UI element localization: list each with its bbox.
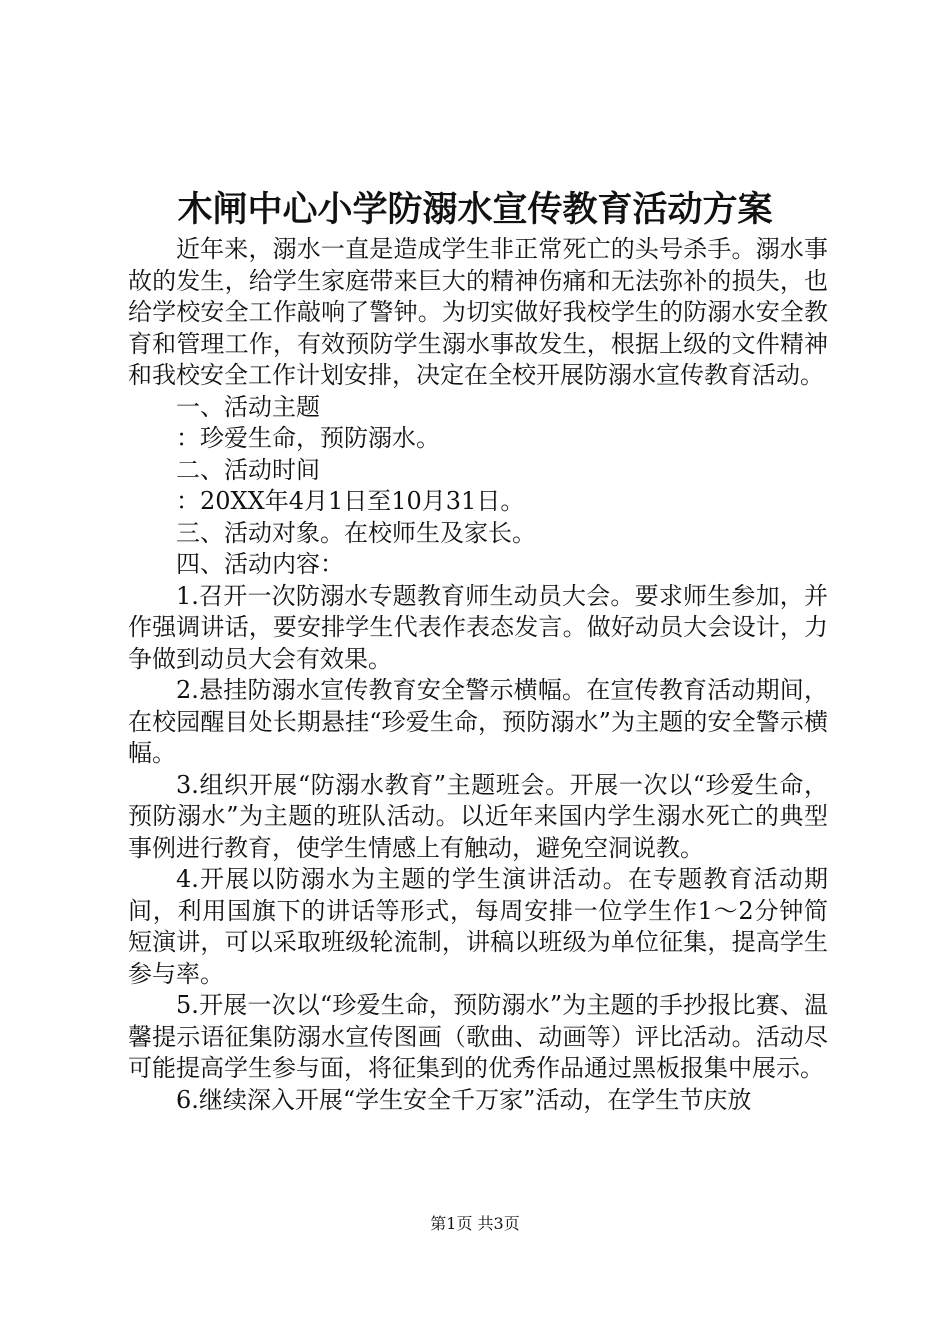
paragraph-activity-target: 三、活动对象。在校师生及家长。 (176, 518, 536, 547)
heading-activity-theme: 一、活动主题 (176, 392, 320, 421)
list-item-6: 6.继续深入开展“学生安全千万家”活动，在学生节庆放 (176, 1085, 752, 1114)
list-item-5: 5.开展一次以“珍爱生命，预防溺水”为主题的手抄报比赛、温馨提示语征集防溺水宣传图画（歌曲、动画等）评比活动。活动尽可能提高学生参与面，将征集到的优秀作品通过黑板报集中展示。 (128, 991, 828, 1082)
list-item-1: 1.召开一次防溺水专题教育师生动员大会。要求师生参加，并作强调讲话，要安排学生代表作表态发言。做好动员大会设计，力争做到动员大会有效果。 (128, 581, 828, 673)
heading-activity-content: 四、活动内容： (176, 550, 344, 578)
list-item-4: 4.开展以防溺水为主题的学生演讲活动。在专题教育活动期间，利用国旗下的讲话等形式，每周安排一位学生作1～2分钟简短演讲，可以采取班级轮流制，讲稿以班级为单位征集，提高学生参与率。 (128, 865, 828, 988)
paragraph-activity-time: ：20XX年4月1日至10月31日。 (176, 487, 525, 515)
page-number-footer: 第1页 共3页 (430, 1214, 520, 1233)
list-item-3: 3.组织开展“防溺水教育”主题班会。开展一次以“珍爱生命，预防溺水”为主题的班队活动。以近年来国内学生溺水死亡的典型事例进行教育，使学生情感上有触动，避免空洞说教。 (128, 770, 828, 862)
heading-activity-time: 二、活动时间 (176, 455, 320, 484)
document-title: 木闸中心小学防溺水宣传教育活动方案 (177, 189, 773, 230)
list-item-2: 2.悬挂防溺水宣传教育安全警示横幅。在宣传教育活动期间，在校园醒目处长期悬挂“珍爱生命，预防溺水”为主题的安全警示横幅。 (128, 676, 828, 767)
document-body (128, 234, 828, 1116)
paragraph-activity-theme: ：珍爱生命，预防溺水。 (176, 424, 440, 452)
paragraph-intro: 近年来，溺水一直是造成学生非正常死亡的头号杀手。溺水事故的发生，给学生家庭带来巨大的精神伤痛和无法弥补的损失，也给学校安全工作敲响了警钟。为切实做好我校学生的防溺水安全教育和管理工作，有效预防学生溺水事故发生，根据上级的文件精神和我校安全工作计划安排，决定在全校开展防溺水宣传教育活动。 (128, 235, 828, 389)
